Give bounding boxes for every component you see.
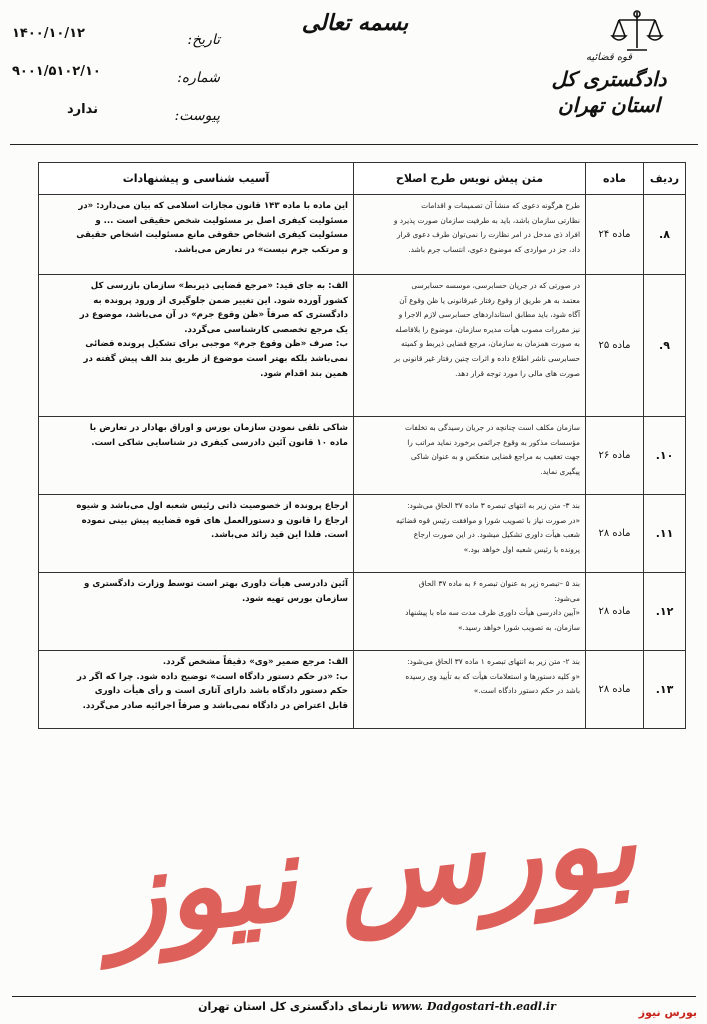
letter-meta-values (12, 26, 122, 140)
critique-line: حکم دستور دادگاه باشد دارای آثاری است و رأی هیأت داوری (94, 686, 348, 697)
date-label: تاریخ: (187, 32, 220, 48)
critique-line: و مرتکب جرم نیست» در تعارض می‌باشد. (174, 244, 348, 255)
draft-text-cell (354, 417, 586, 495)
table-row (39, 417, 686, 495)
draft-text-line: آگاه شود، باید مطابق استانداردهای حسابرسی لازم الاجرا و (398, 310, 580, 320)
watermark-text: بورس نیوز (99, 770, 643, 967)
row-number: ۸. (644, 195, 686, 275)
footer-divider (12, 996, 696, 997)
draft-text-line: پیگیری نماید. (540, 466, 580, 476)
draft-text-cell (354, 195, 586, 275)
amendment-table (38, 162, 686, 729)
date-value: ۱۴۰۰/۱۰/۱۲ (12, 26, 85, 41)
critique-line: کشور آورده شود. این تغییر ضمن جلوگیری از ورود پرونده به (93, 295, 348, 306)
draft-text-line: باشد در حکم دستور دادگاه است.» (473, 686, 580, 696)
draft-text-line: «آیین دادرسی هیأت داوری ظرف مدت سه ماه با پیشنهاد (405, 608, 580, 618)
critique-line: همین بند اقدام شود. (260, 368, 348, 379)
critique-line: ب: «در حکم دستور دادگاه است» توضیح داده شود. چرا که اگر در (77, 671, 348, 682)
critique-line: مسئولیت کیفری اصل بر مسئولیت شخص حقیقی است ... و (95, 215, 348, 226)
judiciary-small-title: قوه قضائیه (585, 52, 633, 63)
draft-text-line: طرح هرگونه دعوی که منشأ آن تصمیمات و اقدامات (421, 201, 580, 210)
brand-label: بورس نیوز (638, 1006, 697, 1019)
table-row (39, 573, 686, 651)
header-article: ماده (586, 163, 644, 195)
draft-text-line: معتمد به هر طریق از وقوع رفتار غیرقانونی یا ظن وقوع آن (399, 295, 580, 305)
draft-text-line: جهت تعقیب به مراجع قضایی منعکس و به عنوان شاکی (410, 452, 580, 462)
draft-text-line: افراد ذی مدخل در امر نظارت را نمی‌توان طرف دعوی قرار (396, 230, 580, 240)
article-number: ماده ۲۸ (586, 573, 644, 651)
draft-text-line: نیز مقررات مصوب هیأت مدیره سازمان، موضوع را بلافاصله (395, 324, 580, 334)
row-number: ۱۲. (644, 573, 686, 651)
draft-text-line: صورت های مالی را مورد توجه قرار دهد. (455, 368, 580, 378)
draft-text-line: «در صورت نیاز با تصویب شورا و موافقت رئیس قوه قضائیه (395, 515, 580, 525)
critique-line: ارجاع را قانون و دستورالعمل های قوه قضاییه پیش بینی نموده (81, 515, 348, 526)
draft-text-line: می‌شود: (554, 593, 580, 603)
critique-cell (39, 195, 354, 275)
critique-line: مسئولیت کیفری اشخاص حقوقی مانع مسئولیت اشخاص حقیقی (76, 230, 348, 241)
draft-text-line: سازمان مکلف است چنانچه در جریان رسیدگی به تخلفات (405, 423, 580, 432)
draft-text-line: «و کلیه دستورها و استعلامات هیأت که به تأیید وی رسیده (405, 671, 580, 681)
critique-line: یک مرجع تخصصی کارشناسی می‌گردد. (184, 324, 348, 335)
draft-text-cell (354, 573, 586, 651)
footer (150, 1000, 610, 1013)
website-link[interactable]: www. Dadgostari-th.eadl.ir (391, 1000, 556, 1013)
draft-text-line: مؤسسات مذکور به وقوع جرائمی برخورد نماید مراتب را (407, 437, 580, 447)
critique-line: قابل اعتراض در دادگاه نمی‌باشد و صرفاً اجرائیه صادر می‌گردد. (82, 700, 348, 711)
attachment-value: ندارد (66, 102, 98, 117)
attachment-label: پیوست: (174, 108, 220, 124)
table-body (39, 195, 686, 729)
header-critique: آسیب شناسی و پیشنهادات (39, 163, 354, 195)
critique-cell (39, 651, 354, 729)
website-label: تارنمای دادگستری کل استان تهران (198, 1000, 389, 1013)
critique-line: سازمان بورس تهیه شود. (241, 593, 348, 604)
article-number: ماده ۲۶ (586, 417, 644, 495)
table-row (39, 495, 686, 573)
draft-text-line: بند ۳- متن زیر به انتهای تبصره ۳ ماده ۳۷ الحاق می‌شود: (407, 501, 580, 510)
draft-text-cell (354, 651, 586, 729)
critique-line: الف: مرجع ضمیر «وی» دقیقاً مشخص گردد. (162, 657, 348, 667)
article-number: ماده ۲۵ (586, 275, 644, 417)
number-label: شماره: (177, 70, 220, 86)
article-number: ماده ۲۸ (586, 651, 644, 729)
table-row (39, 195, 686, 275)
critique-line: الف: به جای قید: «مرجع قضایی ذیربط» سازمان بازرسی کل (90, 281, 348, 291)
table-row (39, 275, 686, 417)
critique-cell (39, 275, 354, 417)
header-draft-text: متن پیش نویس طرح اصلاح (354, 163, 586, 195)
critique-line: است. فلذا این قید زائد می‌باشد. (210, 530, 348, 541)
letter-meta-labels (150, 32, 220, 146)
critique-cell (39, 573, 354, 651)
critique-cell (39, 495, 354, 573)
row-number: ۱۳. (644, 651, 686, 729)
row-number: ۱۱. (644, 495, 686, 573)
draft-text-cell (354, 275, 586, 417)
critique-line: آئین دادرسی هیأت داوری بهتر است توسط وزارت دادگستری و (84, 579, 348, 589)
critique-line: ارجاع پرونده از خصوصیت ذاتی رئیس شعبه اول می‌باشد و شیوه (76, 501, 348, 511)
row-number: ۹. (644, 275, 686, 417)
table-header-row (39, 163, 686, 195)
draft-text-cell (354, 495, 586, 573)
draft-text-line: شعب هیأت داوری تشکیل میشود. در این صورت ارجاع (413, 530, 580, 540)
header-row-number: ردیف (644, 163, 686, 195)
judiciary-title: دادگستری کل استان تهران (551, 67, 667, 117)
article-number: ماده ۲۴ (586, 195, 644, 275)
draft-text-line: پرونده با رئیس شعبه اول خواهد بود.» (463, 544, 580, 554)
critique-cell (39, 417, 354, 495)
critique-line: شاکی تلقی نمودن سازمان بورس و اوراق بهادار در تعارض با (89, 423, 348, 433)
draft-text-line: حسابرسی ناشر اطلاع داده و اثرات چنین رفتار غیر قانونی بر (394, 353, 580, 363)
critique-line: این ماده با ماده ۱۴۳ قانون مجازات اسلامی که بیان می‌دارد: «در (78, 201, 348, 211)
draft-text-line: بند ۵ –تبصره زیر به عنوان تبصره ۶ به ماده ۳۷ الحاق (418, 579, 580, 588)
table-row (39, 651, 686, 729)
critique-line: ماده ۱۰ قانون آئین دادرسی کیفری در شناسایی شاکی است. (91, 437, 348, 448)
draft-text-line: بند ۲- متن زیر به انتهای تبصره ۱ ماده ۳۷ الحاق می‌شود: (407, 657, 580, 666)
judiciary-caption (529, 50, 689, 118)
article-number: ماده ۲۸ (586, 495, 644, 573)
draft-text-line: نظارتی سازمان باشد، باید به طرفیت سازمان صورت پذیرد و (393, 215, 580, 225)
draft-text-line: در صورتی که در جریان حسابرسی، موسسه حسابرسی (411, 281, 580, 290)
critique-line: نمی‌باشد بلکه بهتر است موضوع از طریق بند الف پیش گفته در (83, 353, 348, 364)
header-divider (10, 144, 698, 145)
draft-text-line: به صورت همزمان به سازمان، مرجع قضایی ذیربط و کمیته (401, 339, 580, 349)
bismillah: بسمه تعالی (301, 10, 409, 36)
draft-text-line: داد، جز در مواردی که موضوع دعوی، انتساب جرم باشد. (408, 244, 580, 254)
critique-line: ب: صرف «ظن وقوع جرم» موجبی برای تشکیل پرونده قضائی (85, 339, 348, 350)
critique-line: دادگستری که صرفاً «ظن وقوع جرم» در آن می‌باشد، موضوع در (79, 310, 348, 321)
watermark-logo (99, 735, 643, 967)
number-value: ۹۰۰۱/۵۱۰۲/۱۰ (12, 64, 101, 79)
row-number: ۱۰. (644, 417, 686, 495)
draft-text-line: سازمان، به تصویب شورا خواهد رسید.» (458, 622, 580, 632)
